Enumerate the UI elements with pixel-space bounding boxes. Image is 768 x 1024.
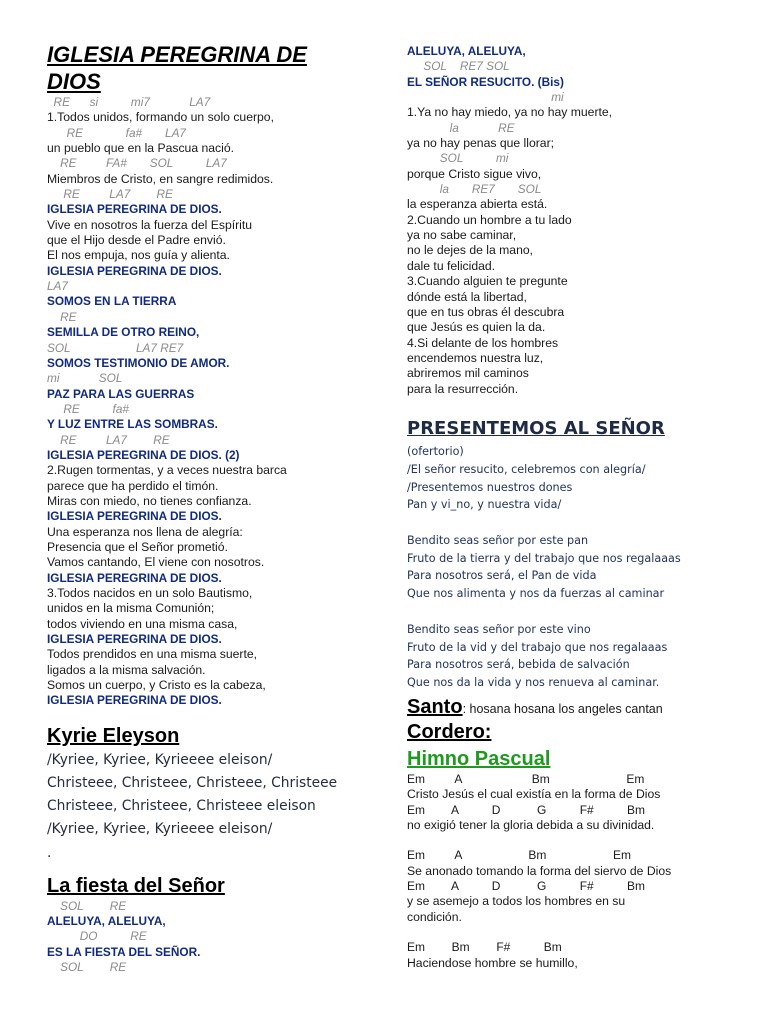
chord-line: RE fa# [47,401,129,416]
chord-line: Em A Bm Em [407,772,645,787]
lyric-line: 2.Rugen tormentas, y a veces nuestra barca [47,463,287,478]
song-fiesta [47,873,377,976]
lyric-line: un pueblo que en la Pascua nació. [47,141,235,156]
lyric-line: Bendito seas señor por este pan [407,533,589,547]
kyrie-line: . [47,844,52,861]
lyric-line: Una esperanza nos llena de alegría: [47,524,243,539]
chord-line: Em A D G F# Bm [407,879,646,894]
chord-line: RE FA# SOL LA7 [47,156,227,171]
lyric-line: ligados a la misma salvación. [47,662,206,677]
song-title-iglesia: IGLESIA PEREGRINA DE DIOS [47,42,307,94]
santo-text: : hosana hosana los angeles cantan [462,702,663,717]
lyric-line: Miras con miedo, no tienes confianza. [47,493,252,508]
spacer [407,925,757,940]
section-santo [407,696,757,720]
chord-line: la RE7 SOL [407,182,542,197]
lyric-line: todos viviendo en una misma casa, [47,616,238,631]
lyric-line: 1.Ya no hay miedo, ya no hay muerte, [407,105,613,120]
lyric-line: El nos empuja, nos guía y alienta. [47,248,230,263]
chorus-line: ALELUYA, ALELUYA, [47,914,166,929]
lyric-line: 1.Todos unidos, formando un solo cuerpo, [47,110,274,125]
chord-line: RE LA7 RE [47,187,173,202]
chord-line: RE [47,309,77,324]
chorus-line: IGLESIA PEREGRINA DE DIOS. (2) [47,447,240,462]
lyric-line: encendemos nuestra luz, [407,350,544,365]
chorus-line: SOMOS TESTIMONIO DE AMOR. [47,355,230,370]
song-presentemos [407,417,757,692]
lyric-line: Bendito seas señor por este vino [407,622,591,636]
chord-line: SOL RE [47,898,127,913]
lyric-line: Pan y vi_no, y nuestra vida/ [407,498,562,512]
lyric-line: Miembros de Cristo, en sangre redimidos. [47,171,274,186]
section-title-cordero: Cordero: [407,721,492,744]
chord-line: SOL LA7 RE7 [47,340,184,355]
chorus-line: IGLESIA PEREGRINA DE DIOS. [47,263,222,278]
lyric-line: Para nosotros será, el Pan de vida [407,569,597,583]
lyric-line: Se anonado tomando la forma del siervo de Dios [407,863,672,878]
lyric-line: Somos un cuerpo, y Cristo es la cabeza, [47,678,266,693]
kyrie-lines [47,749,377,865]
chord-line: SOL RE7 SOL [407,59,510,74]
chorus-line: IGLESIA PEREGRINA DE DIOS. [47,570,222,585]
lyric-line: Para nosotros será, bebida de salvación [407,658,630,672]
lyric-line: Vamos cantando, El viene con nosotros. [47,555,265,570]
lyric-line: Que nos da la vida y nos renueva al caminar. [407,676,660,690]
lyric-line: Cristo Jesús el cual existía en la forma de Dios [407,787,661,802]
song-title-himno: Himno Pascual [407,748,551,771]
chord-line: Em A Bm Em [407,848,632,863]
song-lines-presentemos [407,443,757,692]
song-lines-iglesia [47,95,377,709]
lyric-line: Todos prendidos en una misma suerte, [47,647,258,662]
song-lines-himno [407,772,757,971]
lyric-line: la esperanza abierta está. [407,197,548,212]
lyric-line: Haciendose hombre se humillo, [407,955,578,970]
chord-line: DO RE [47,929,147,944]
lyric-line: porque Cristo sigue vivo, [407,166,542,181]
chord-line: Em A D G F# Bm [407,802,646,817]
spacer [407,833,757,848]
chorus-line: SEMILLA DE OTRO REINO, [47,325,200,340]
kyrie-line: Christeee, Christeee, Christeee eleison [47,798,316,815]
spacer [407,514,757,532]
chorus-line: IGLESIA PEREGRINA DE DIOS. [47,632,222,647]
lyric-line: no le dejes de la mano, [407,243,534,258]
chord-line: RE si mi7 LA7 [47,95,211,109]
lyric-line: /El señor resucito, celebremos con alegría/ [407,462,646,476]
song-iglesia-peregrina [47,0,377,709]
chorus-line: ALELUYA, ALELUYA, [407,44,526,58]
lyric-line: parece que ha perdido el timón. [47,478,219,493]
lyric-line: dale tu felicidad. [407,258,496,273]
chord-line: SOL RE [47,960,127,975]
chord-line: mi SOL [47,371,123,386]
chorus-line: PAZ PARA LAS GUERRAS [47,386,195,401]
kyrie-line: /Kyriee, Kyriee, Kyrieeee eleison/ [47,821,273,838]
lyric-line: Fruto de la tierra y del trabajo que nos regalaaas [407,551,681,565]
lyric-line: y se asemejo a todos los hombres en su [407,894,626,909]
section-title-kyrie: Kyrie Eleyson [47,724,180,747]
lyric-line: para la resurrección. [407,381,519,396]
lyric-line: (ofertorio) [407,444,464,458]
lyric-line: 3.Cuando alguien te pregunte [407,274,568,289]
lyric-line: Vive en nosotros la fuerza del Espíritu [47,217,253,232]
lyric-line: unidos en la misma Comunión; [47,601,215,616]
lyric-line: /Presentemos nuestros dones [407,480,573,494]
chord-line: LA7 [47,279,68,294]
spacer [407,603,757,621]
section-kyrie [47,723,377,865]
chorus-line: SOMOS EN LA TIERRA [47,294,177,309]
kyrie-line: Christeee, Christeee, Christeee, Christeee [47,774,338,791]
lyric-line: Presencia que el Señor prometió. [47,539,228,554]
chord-line: SOL mi [407,151,509,166]
song-title-presentemos: PRESENTEMOS AL SEÑOR [407,417,665,439]
chord-line: RE LA7 RE [47,432,170,447]
lyric-line: que en tus obras él descubra [407,304,565,319]
lyric-line: que el Hijo desde el Padre envió. [47,233,226,248]
chorus-line: EL SEÑOR RESUCITO. (Bis) [407,74,564,89]
chorus-line: IGLESIA PEREGRINA DE DIOS. [47,202,222,217]
lyric-line: no exigió tener la gloria debida a su divinidad. [407,818,655,833]
left-column [47,0,377,975]
chorus-line: ES LA FIESTA DEL SEÑOR. [47,944,201,959]
song-lines-fiesta [47,899,377,976]
lyric-line: 2.Cuando un hombre a tu lado [407,212,572,227]
lyric-line: ya no sabe caminar, [407,228,517,243]
lyric-line: que Jesús es quien la da. [407,320,546,335]
chord-line: RE fa# LA7 [47,125,186,140]
song-lines-fiesta-continued [407,0,757,397]
lyric-line: 3.Todos nacidos en un solo Bautismo, [47,586,253,600]
song-title-fiesta: La fiesta del Señor [47,874,225,897]
right-column [407,0,757,971]
chorus-line: IGLESIA PEREGRINA DE DIOS. [47,509,222,524]
chord-line: la RE [407,120,515,135]
lyric-line: dónde está la libertad, [407,289,527,304]
kyrie-line: /Kyriee, Kyriee, Kyrieeee eleison/ [47,751,273,768]
section-title-santo: Santo [407,696,463,719]
chorus-line: Y LUZ ENTRE LAS SOMBRAS. [47,417,218,432]
lyric-line: Que nos alimenta y nos da fuerzas al caminar [407,587,665,601]
chorus-line: IGLESIA PEREGRINA DE DIOS. [47,693,222,708]
lyric-line: abriremos mil caminos [407,366,529,381]
lyric-line: 4.Si delante de los hombres [407,335,559,350]
chord-line: Em Bm F# Bm [407,940,562,955]
lyric-line: ya no hay penas que llorar; [407,136,555,151]
lyric-line: condición. [407,909,462,924]
lyric-line: Fruto de la vid y del trabajo que nos regalaaas [407,640,668,654]
chord-line: mi [407,90,564,105]
